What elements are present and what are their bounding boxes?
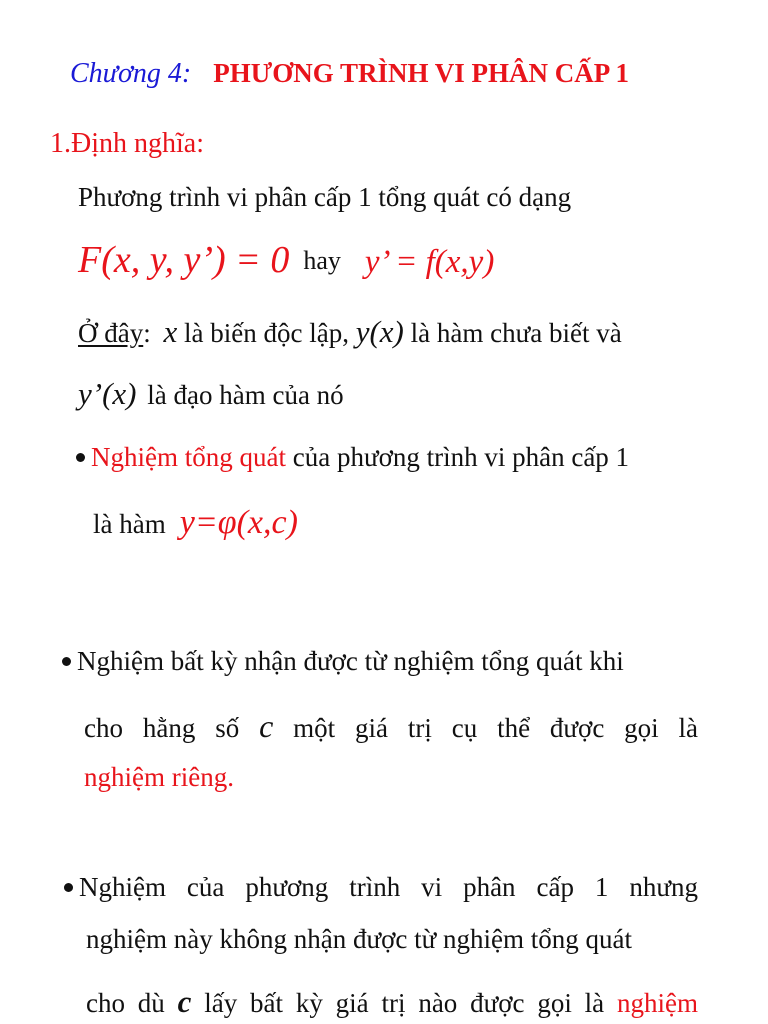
where-colon: : [143, 318, 151, 348]
where-line-1 [78, 314, 622, 350]
particular-solution-term: nghiệm riêng. [84, 762, 234, 792]
var-dyx-desc: là đạo hàm của nó [147, 380, 344, 410]
bullet-general-solution-line-2 [93, 504, 298, 542]
singular-solution-term: nghiệm [617, 988, 698, 1018]
const-c: c [259, 708, 274, 744]
const-c-bold: c [177, 984, 192, 1019]
particular-line-1: Nghiệm bất kỳ nhận được từ nghiệm tổng quát khi [77, 646, 624, 676]
var-yx: y(x) [355, 314, 404, 349]
general-solution-desc: của phương trình vi phân cấp 1 [292, 442, 630, 472]
bullet-particular-solution [62, 646, 624, 677]
singular-line-2: nghiệm này không nhận được từ nghiệm tổng quát [86, 924, 632, 954]
var-x-desc: là biến độc lập, [184, 318, 349, 348]
var-x: x [163, 314, 178, 349]
singular-line-1: Nghiệm của phương trình vi phân cấp 1 nhưng [79, 872, 698, 902]
chapter-label: Chương 4: [70, 58, 192, 89]
particular-line-2b: một giá trị cụ thể được gọi là [293, 713, 699, 743]
slide-title [70, 58, 629, 90]
bullet-singular-solution [64, 872, 698, 903]
formula-explicit: y’ = f(x,y) [364, 244, 495, 280]
general-solution-formula: y=φ(x,c) [179, 504, 298, 541]
var-dyx: y’(x) [78, 376, 137, 411]
intro-line: Phương trình vi phân cấp 1 tổng quát có dạng [78, 182, 572, 212]
bullet-dot-icon [64, 883, 73, 892]
chapter-title: PHƯƠNG TRÌNH VI PHÂN CẤP 1 [213, 58, 629, 88]
formula-hay: hay [303, 246, 341, 275]
section-heading: 1.Định nghĩa: [50, 128, 204, 159]
general-solution-prefix: là hàm [93, 509, 166, 539]
formula-line [78, 238, 494, 282]
singular-line-3 [86, 984, 698, 1020]
bullet-dot-icon [62, 657, 71, 666]
where-label: Ở đây [78, 318, 144, 348]
var-yx-desc: là hàm chưa biết và [410, 318, 622, 348]
singular-line-3a: cho dù [86, 988, 165, 1018]
where-line-2 [78, 376, 344, 412]
particular-line-2a: cho hằng số [84, 713, 240, 743]
formula-implicit: F(x, y, y’) = 0 [78, 239, 290, 281]
particular-line-2 [84, 708, 698, 745]
bullet-dot-icon [76, 453, 85, 462]
singular-line-3b: lấy bất kỳ giá trị nào được gọi là [204, 988, 605, 1018]
bullet-general-solution [76, 442, 629, 473]
general-solution-term: Nghiệm tổng quát [91, 442, 286, 472]
